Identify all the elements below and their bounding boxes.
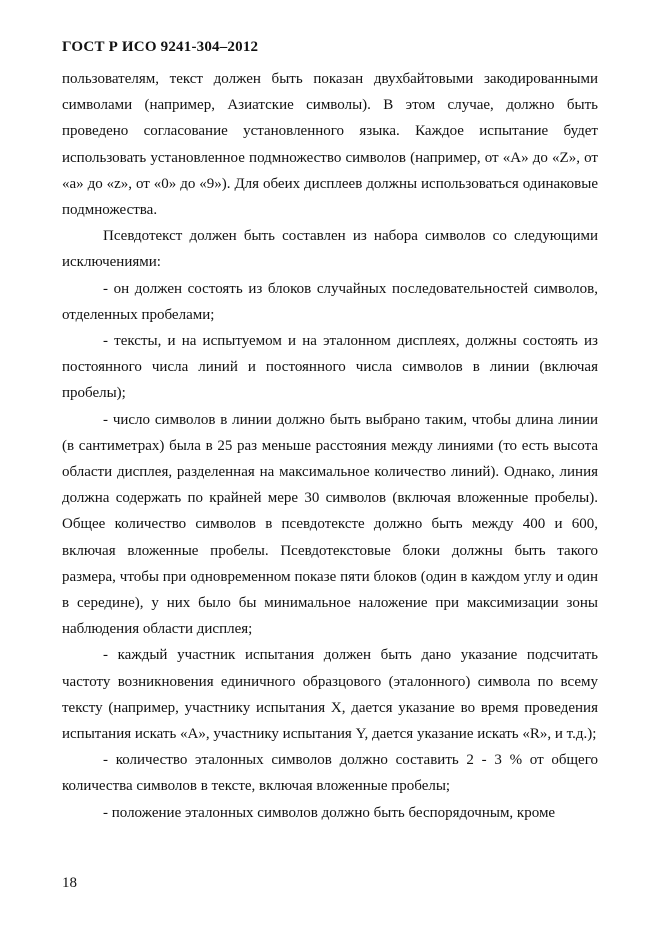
list-item-participant: - каждый участник испытания должен быть дано указание подсчитать частоту возникновения единичного образцового (эталонного) символа по всему тексту (например, участнику испытания X, дается указание во время проведения испытания искать «A», участнику испытания Y, дается указание искать «R», и т.д.); [62,647,598,743]
page-number: 18 [62,875,77,891]
list-item-blocks: - он должен состоять из блоков случайных последовательностей символов, отделенных пробелами; [62,280,598,323]
standard-title: ГОСТ Р ИСО 9241-304–2012 [62,39,259,55]
list-item-reference-position: - положение эталонных символов должно быть беспорядочным, кроме [103,804,556,821]
list-item-reference-count: - количество эталонных символов должно составить 2 - 3 % от общего количества символов в тексте, включая вложенные пробелы; [62,752,598,795]
body-text [62,66,598,826]
list-item-line-length: - число символов в линии должно быть выбрано таким, чтобы длина линии (в сантиметрах) была в 25 раз меньше расстояния между линиями (то есть высота области дисплея, разделенная на максимальное количество линий). Однако, линия должна содержать по крайней мере 30 символов (включая вложенные пробелы). Общее количество символов в псевдотексте должно быть между 400 и 600, включая вложенные пробелы. Псевдотекстовые блоки должны быть такого размера, чтобы при одновременном показе пяти блоков (один в каждом углу и один в середине), у них было бы минимальное наложение при максимизации зоны наблюдения области дисплея; [62,411,598,638]
paragraph-1: пользователям, текст должен быть показан двухбайтовыми закодированными символами (например, Азиатские символы). В этом случае, должно быть проведено согласование установленного языка. Каждое испытание будет использовать установленное подмножество символов (например, от «A» до «Z», от «а» до «z», от «0» до «9»). Для обеих дисплеев должны использоваться одинаковые подмножества. [62,71,598,219]
paragraph-2: Псевдотекст должен быть составлен из набора символов со следующими исключениями: [62,228,598,271]
list-item-lines: - тексты, и на испытуемом и на эталонном дисплеях, должны состоять из постоянного числа линий и постоянного числа символов в линии (включая пробелы); [62,333,598,402]
